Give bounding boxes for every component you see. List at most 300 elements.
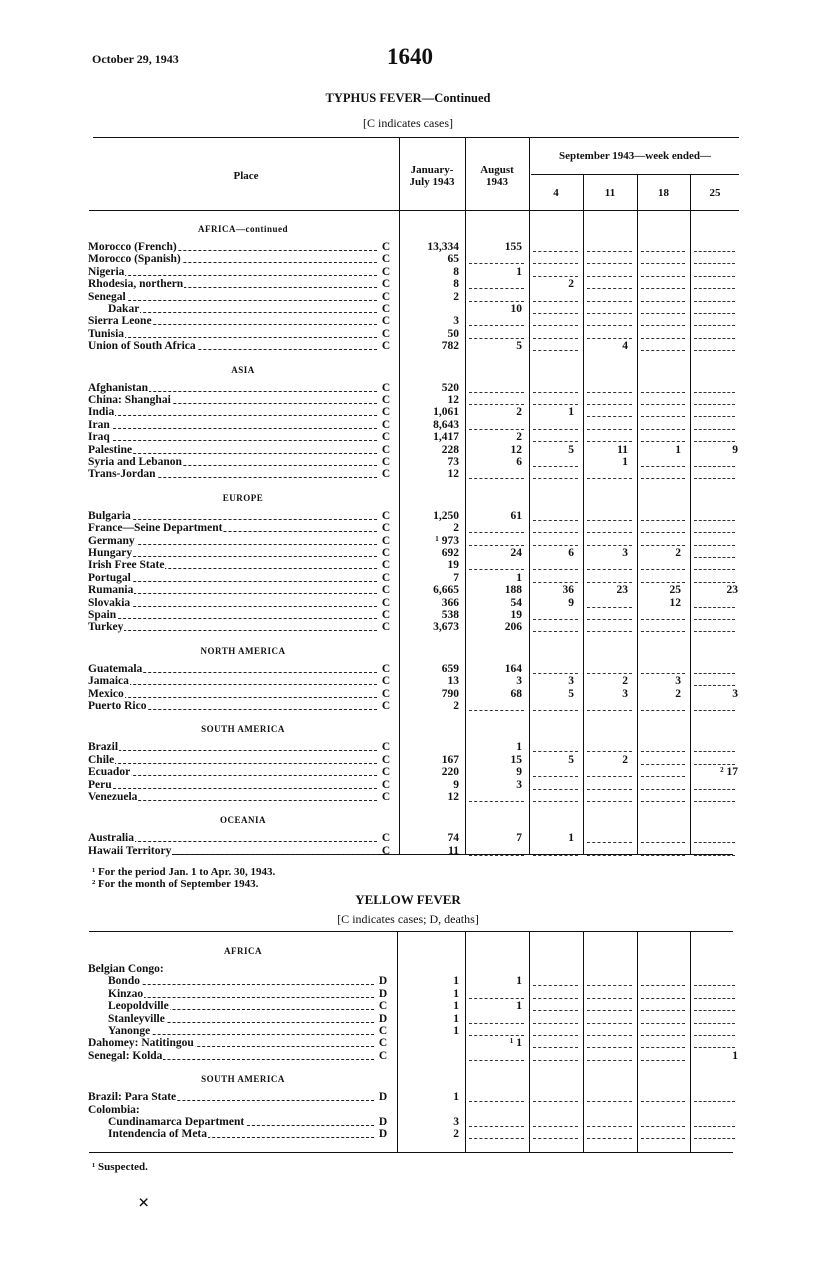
empty-cell-dash: [587, 1060, 632, 1061]
empty-cell-dash: [694, 569, 735, 570]
empty-cell-dash: [641, 751, 685, 752]
table-row: [0, 406, 816, 418]
empty-cell-dash: [469, 1138, 524, 1139]
empty-cell-dash: [694, 842, 735, 843]
table-row: [0, 278, 816, 290]
place-name: [88, 406, 377, 418]
cell-value: 1: [453, 1025, 459, 1037]
cell-value: 206: [504, 621, 522, 633]
empty-cell-dash: [533, 673, 578, 674]
yellow-fever-title: YELLOW FEVER: [355, 892, 461, 907]
case-code: C: [381, 340, 391, 352]
empty-cell-dash: [587, 1023, 632, 1024]
table-row: [0, 1000, 816, 1012]
cell-value: 11: [617, 444, 628, 456]
empty-cell-dash: [533, 1060, 578, 1061]
table-row: [0, 688, 816, 700]
cell-value: 3: [516, 779, 522, 791]
table-row: [0, 382, 816, 394]
dot-leader: [108, 997, 374, 998]
case-code: C: [381, 328, 391, 340]
case-code: C: [381, 559, 391, 571]
cell-value: 3: [568, 675, 574, 687]
place-label: Puerto Rico: [88, 700, 147, 712]
case-code: C: [381, 688, 391, 700]
empty-cell-dash: [587, 288, 632, 289]
cell-value: 1,250: [433, 510, 459, 522]
place-name: [108, 1025, 374, 1037]
cell-value: 50: [447, 328, 459, 340]
empty-cell-dash: [533, 1101, 578, 1102]
empty-cell-dash: [533, 789, 578, 790]
empty-cell-dash: [641, 263, 685, 264]
empty-cell-dash: [587, 1126, 632, 1127]
table-row: [0, 241, 816, 253]
empty-cell-dash: [533, 276, 578, 277]
empty-cell-dash: [694, 685, 735, 686]
place-label: Afghanistan: [88, 382, 149, 394]
typhus-subtitle: [C indicates cases]: [363, 116, 453, 130]
place-name: [88, 1037, 374, 1049]
cell-value: 1: [453, 1091, 459, 1103]
case-code: C: [378, 1025, 388, 1037]
empty-cell-dash: [587, 855, 632, 856]
table-row: [0, 988, 816, 1000]
case-code: C: [381, 766, 391, 778]
cell-value: 2: [453, 522, 459, 534]
empty-cell-dash: [641, 478, 685, 479]
cell-value: 6,665: [433, 584, 459, 596]
empty-cell-dash: [694, 1101, 735, 1102]
table-row: [0, 741, 816, 753]
case-code: C: [378, 1000, 388, 1012]
place-name: [88, 766, 377, 778]
case-code: C: [381, 431, 391, 443]
cell-value: 1: [622, 456, 628, 468]
place-name: [88, 688, 377, 700]
empty-cell-dash: [587, 569, 632, 570]
empty-cell-dash: [587, 710, 632, 711]
yellow-fever-subtitle: [C indicates cases; D, deaths]: [337, 912, 479, 926]
cell-value: ¹ 1: [509, 1037, 522, 1049]
cell-value: 13,334: [427, 241, 459, 253]
place-label: Mexico: [88, 688, 124, 700]
empty-cell-dash: [694, 392, 735, 393]
empty-cell-dash: [641, 301, 685, 302]
place-name: [88, 754, 377, 766]
cell-value: 12: [669, 597, 681, 609]
place-label: Senegal: [88, 291, 126, 303]
cell-value: 6: [568, 547, 574, 559]
cell-value: 3: [675, 675, 681, 687]
place-name: [88, 291, 377, 303]
cell-value: 7: [516, 832, 522, 844]
case-code: C: [381, 522, 391, 534]
place-label: China: Shanghai: [88, 394, 171, 406]
section-heading: AFRICA: [224, 946, 262, 956]
empty-cell-dash: [533, 569, 578, 570]
col-august-header: August 1943: [480, 164, 514, 188]
empty-cell-dash: [469, 855, 524, 856]
empty-cell-dash: [533, 801, 578, 802]
cell-value: 220: [441, 766, 459, 778]
empty-cell-dash: [587, 801, 632, 802]
section-heading: EUROPE: [222, 492, 264, 503]
empty-cell-dash: [694, 855, 735, 856]
empty-cell-dash: [641, 776, 685, 777]
table-row: [0, 621, 816, 633]
empty-cell-dash: [694, 466, 735, 467]
place-name: [88, 1104, 374, 1116]
place-label: Spain: [88, 609, 117, 621]
table-row: [0, 1104, 816, 1116]
cell-value: 2: [622, 754, 628, 766]
cell-value: 5: [568, 688, 574, 700]
cell-value: 5: [516, 340, 522, 352]
case-code: C: [381, 468, 391, 480]
place-name: [88, 963, 374, 975]
rule: [93, 137, 739, 138]
table-row: [0, 791, 816, 803]
empty-cell-dash: [587, 607, 632, 608]
empty-cell-dash: [533, 1047, 578, 1048]
empty-cell-dash: [694, 1010, 735, 1011]
cell-value: 36: [562, 584, 574, 596]
case-code: D: [378, 1128, 388, 1140]
empty-cell-dash: [533, 404, 578, 405]
case-code: C: [381, 597, 391, 609]
empty-cell-dash: [533, 545, 578, 546]
table-row: [0, 1037, 816, 1049]
empty-cell-dash: [587, 263, 632, 264]
typhus-title: TYPHUS FEVER—Continued: [325, 91, 491, 105]
page-date: October 29, 1943: [92, 52, 179, 66]
case-code: D: [378, 1116, 388, 1128]
empty-cell-dash: [533, 1138, 578, 1139]
empty-cell-dash: [694, 276, 735, 277]
empty-cell-dash: [641, 855, 685, 856]
cell-value: 167: [441, 754, 459, 766]
cell-value: 1: [568, 832, 574, 844]
dot-leader: [88, 606, 377, 607]
place-label: Germany: [88, 535, 135, 547]
place-name: [88, 832, 377, 844]
table-row: [0, 845, 816, 857]
cell-value: 8,643: [433, 419, 459, 431]
place-name: [88, 845, 377, 857]
empty-cell-dash: [694, 338, 735, 339]
table-row: [0, 572, 816, 584]
cell-value: 3: [516, 675, 522, 687]
case-code: D: [378, 1013, 388, 1025]
table-row: [0, 291, 816, 303]
dot-leader: [88, 763, 377, 764]
cell-value: 15: [510, 754, 522, 766]
cell-value: 12: [447, 468, 459, 480]
cell-value: 1: [675, 444, 681, 456]
rule: [89, 1152, 733, 1153]
empty-cell-dash: [694, 301, 735, 302]
place-name: [88, 597, 377, 609]
empty-cell-dash: [694, 557, 735, 558]
empty-cell-dash: [587, 392, 632, 393]
empty-cell-dash: [469, 429, 524, 430]
table-row: [0, 1013, 816, 1025]
place-label: Union of South Africa: [88, 340, 196, 352]
empty-cell-dash: [694, 789, 735, 790]
place-name: [88, 522, 377, 534]
cell-value: 10: [510, 303, 522, 315]
empty-cell-dash: [587, 1101, 632, 1102]
cell-value: 1: [453, 1000, 459, 1012]
empty-cell-dash: [641, 545, 685, 546]
empty-cell-dash: [587, 842, 632, 843]
empty-cell-dash: [587, 251, 632, 252]
place-label: Iran: [88, 419, 110, 431]
case-code: C: [378, 1050, 388, 1062]
case-code: C: [381, 394, 391, 406]
cell-value: 1: [516, 266, 522, 278]
section-heading: AFRICA—continued: [197, 224, 288, 234]
empty-cell-dash: [533, 582, 578, 583]
empty-cell-dash: [533, 631, 578, 632]
cell-value: 73: [447, 456, 459, 468]
cell-value: 1,417: [433, 431, 459, 443]
empty-cell-dash: [587, 582, 632, 583]
cell-value: 1: [453, 988, 459, 1000]
cell-value: 12: [447, 791, 459, 803]
empty-cell-dash: [641, 1010, 685, 1011]
place-name: [88, 278, 377, 290]
table-row: [0, 522, 816, 534]
cell-value: 61: [510, 510, 522, 522]
place-label: France—Seine Department: [88, 522, 223, 534]
empty-cell-dash: [694, 582, 735, 583]
place-name: [88, 253, 377, 265]
empty-cell-dash: [533, 392, 578, 393]
empty-cell-dash: [587, 1138, 632, 1139]
cell-value: 2: [568, 278, 574, 290]
table-row: [0, 510, 816, 522]
page-number: 1640: [387, 44, 433, 69]
empty-cell-dash: [533, 313, 578, 314]
cell-value: 1: [568, 406, 574, 418]
cell-value: 1: [516, 1000, 522, 1012]
empty-cell-dash: [641, 842, 685, 843]
empty-cell-dash: [694, 673, 735, 674]
empty-cell-dash: [587, 985, 632, 986]
empty-cell-dash: [641, 710, 685, 711]
place-label: Yanonge: [108, 1025, 151, 1037]
table-row: [0, 266, 816, 278]
col-week-header: 18: [658, 187, 669, 199]
place-label: Colombia:: [88, 1104, 140, 1116]
cell-value: 1: [516, 975, 522, 987]
empty-cell-dash: [694, 998, 735, 999]
place-name: [88, 315, 377, 327]
empty-cell-dash: [587, 429, 632, 430]
table-row: [0, 394, 816, 406]
cell-value: 3,673: [433, 621, 459, 633]
empty-cell-dash: [694, 631, 735, 632]
cell-value: 1: [453, 1013, 459, 1025]
empty-cell-dash: [694, 1023, 735, 1024]
empty-cell-dash: [641, 569, 685, 570]
cell-value: 68: [510, 688, 522, 700]
cell-value: 23: [616, 584, 628, 596]
empty-cell-dash: [533, 520, 578, 521]
empty-cell-dash: [694, 350, 735, 351]
cell-value: ² 17: [720, 766, 738, 778]
section-heading: NORTH AMERICA: [200, 645, 286, 656]
cell-value: 1: [516, 741, 522, 753]
dot-leader: [88, 775, 377, 776]
empty-cell-dash: [694, 1138, 735, 1139]
case-code: D: [378, 975, 388, 987]
place-name: [88, 419, 377, 431]
rule: [89, 210, 739, 211]
place-name: [88, 456, 377, 468]
empty-cell-dash: [694, 710, 735, 711]
cell-value: 12: [510, 444, 522, 456]
place-label: Dahomey: Natitingou: [88, 1037, 194, 1049]
empty-cell-dash: [469, 1023, 524, 1024]
table-row: [0, 1050, 816, 1062]
cell-value: 2: [675, 688, 681, 700]
place-name: [88, 663, 377, 675]
table-row: [0, 779, 816, 791]
empty-cell-dash: [587, 1047, 632, 1048]
empty-cell-dash: [533, 1035, 578, 1036]
place-name: [108, 1128, 374, 1140]
table-row: [0, 700, 816, 712]
cell-value: 4: [622, 340, 628, 352]
empty-cell-dash: [469, 263, 524, 264]
place-name: [88, 572, 377, 584]
empty-cell-dash: [587, 338, 632, 339]
place-label: Slovakia: [88, 597, 131, 609]
cell-value: 2: [453, 1128, 459, 1140]
cell-value: 188: [504, 584, 522, 596]
cell-value: 11: [448, 845, 459, 857]
place-label: Bulgaria: [88, 510, 131, 522]
table-row: [0, 419, 816, 431]
place-label: Irish Free State: [88, 559, 165, 571]
col-place-header: Place: [233, 170, 259, 182]
case-code: C: [381, 572, 391, 584]
table-row: [0, 315, 816, 327]
cell-value: 5: [568, 444, 574, 456]
case-code: C: [381, 278, 391, 290]
empty-cell-dash: [641, 801, 685, 802]
cell-value: 782: [441, 340, 459, 352]
empty-cell-dash: [469, 1101, 524, 1102]
place-name: [88, 266, 377, 278]
case-code: C: [381, 741, 391, 753]
empty-cell-dash: [533, 710, 578, 711]
place-label: India: [88, 406, 115, 418]
cell-value: 6: [516, 456, 522, 468]
empty-cell-dash: [641, 1060, 685, 1061]
table-row: [0, 1116, 816, 1128]
empty-cell-dash: [641, 404, 685, 405]
place-label: Ecuador: [88, 766, 131, 778]
place-label: Iraq: [88, 431, 110, 443]
empty-cell-dash: [641, 789, 685, 790]
case-code: C: [381, 253, 391, 265]
empty-cell-dash: [533, 619, 578, 620]
empty-cell-dash: [533, 325, 578, 326]
empty-cell-dash: [587, 631, 632, 632]
empty-cell-dash: [694, 478, 735, 479]
place-label: Hungary: [88, 547, 133, 559]
empty-cell-dash: [533, 429, 578, 430]
case-code: C: [381, 609, 391, 621]
case-code: C: [381, 584, 391, 596]
place-name: [88, 559, 377, 571]
place-label: Peru: [88, 779, 112, 791]
section-heading: OCEANIA: [219, 815, 266, 826]
cell-value: 8: [453, 266, 459, 278]
place-label: Kinzao: [108, 988, 144, 1000]
cell-value: 12: [447, 394, 459, 406]
empty-cell-dash: [469, 801, 524, 802]
place-name: [108, 1000, 374, 1012]
table-row: [0, 597, 816, 609]
dot-leader: [88, 300, 377, 301]
cell-value: 1: [732, 1050, 738, 1062]
empty-cell-dash: [694, 619, 735, 620]
cell-value: 65: [447, 253, 459, 265]
case-code: C: [381, 419, 391, 431]
empty-cell-dash: [694, 325, 735, 326]
cell-value: 19: [447, 559, 459, 571]
cell-value: 74: [447, 832, 459, 844]
table-row: [0, 675, 816, 687]
case-code: C: [381, 547, 391, 559]
cell-value: 5: [568, 754, 574, 766]
empty-cell-dash: [533, 751, 578, 752]
empty-cell-dash: [533, 466, 578, 467]
place-label: Jamaica: [88, 675, 129, 687]
empty-cell-dash: [533, 1023, 578, 1024]
empty-cell-dash: [641, 429, 685, 430]
case-code: C: [381, 444, 391, 456]
empty-cell-dash: [641, 1047, 685, 1048]
cell-value: 228: [441, 444, 459, 456]
table-row: [0, 963, 816, 975]
cell-value: 520: [441, 382, 459, 394]
empty-cell-dash: [533, 478, 578, 479]
empty-cell-dash: [469, 392, 524, 393]
empty-cell-dash: [587, 313, 632, 314]
place-name: [88, 394, 377, 406]
cell-value: 790: [441, 688, 459, 700]
case-code: D: [378, 1091, 388, 1103]
section-heading: SOUTH AMERICA: [201, 1074, 285, 1085]
empty-cell-dash: [587, 441, 632, 442]
cell-value: 9: [732, 444, 738, 456]
table-row: [0, 766, 816, 778]
empty-cell-dash: [694, 607, 735, 608]
empty-cell-dash: [533, 776, 578, 777]
empty-cell-dash: [533, 263, 578, 264]
empty-cell-dash: [533, 350, 578, 351]
place-name: [88, 1050, 374, 1062]
place-label: Chile: [88, 754, 115, 766]
empty-cell-dash: [641, 288, 685, 289]
table-row: [0, 444, 816, 456]
